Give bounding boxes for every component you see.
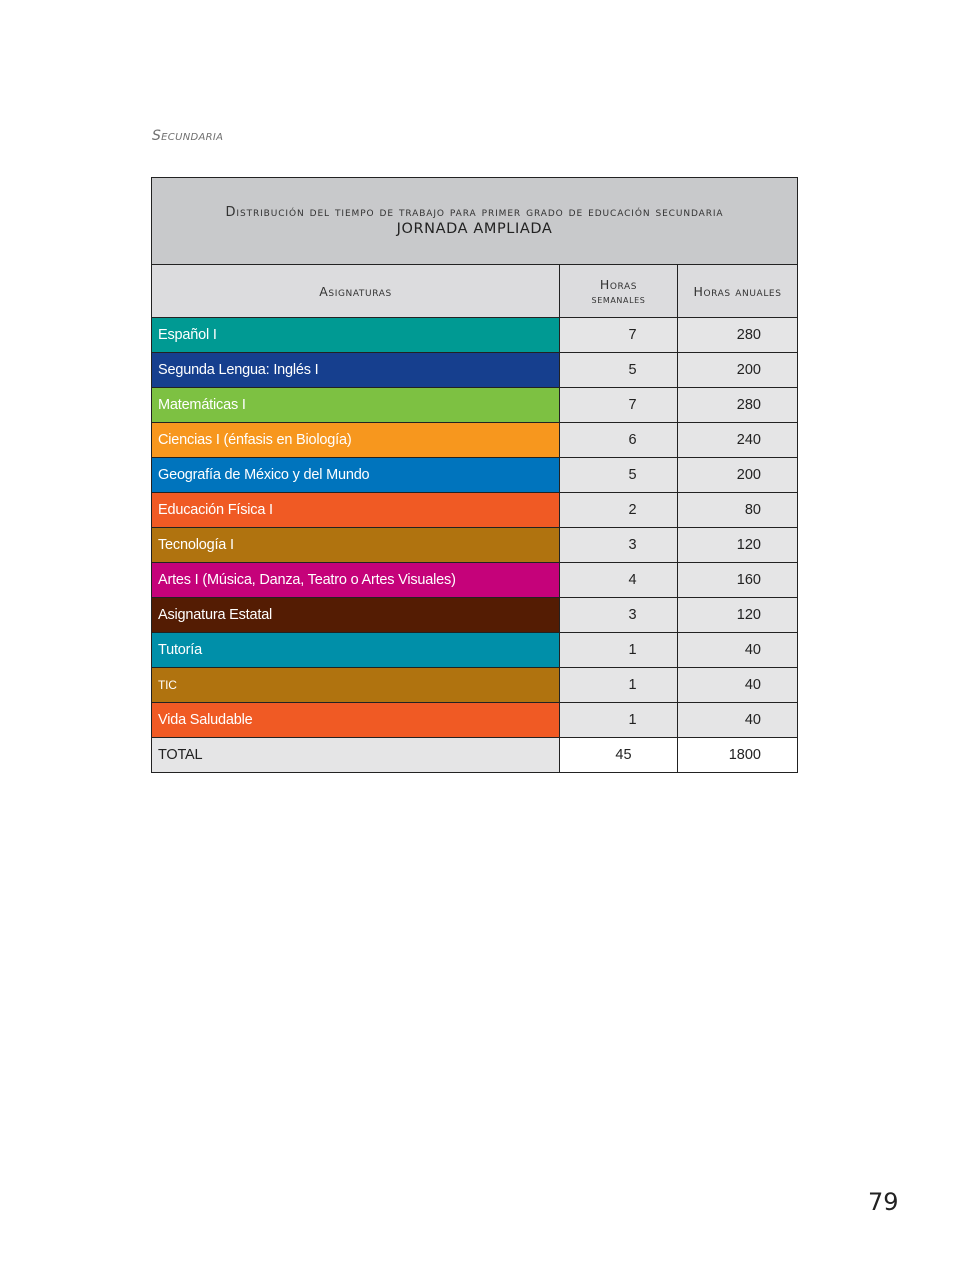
subject-name: Educación Física I: [152, 493, 560, 528]
subject-name: Tutoría: [152, 633, 560, 668]
table-row: [152, 563, 798, 598]
subject-name: TIC: [152, 668, 560, 703]
section-label: Secundaria: [152, 128, 224, 144]
column-header-annual-hours: Horas anuales: [678, 265, 798, 318]
annual-hours: 280: [678, 388, 798, 423]
annual-hours: 120: [678, 598, 798, 633]
weekly-hours: 7: [560, 388, 678, 423]
total-row: [152, 738, 798, 773]
weekly-hours: 7: [560, 318, 678, 353]
total-annual-hours: 1800: [678, 738, 798, 773]
table-row: [152, 458, 798, 493]
subject-name: Español I: [152, 318, 560, 353]
table-row: [152, 353, 798, 388]
weekly-hours: 5: [560, 353, 678, 388]
annual-hours: 280: [678, 318, 798, 353]
weekly-hours: 5: [560, 458, 678, 493]
table-row: [152, 528, 798, 563]
weekly-hours: 3: [560, 528, 678, 563]
page-number: 79: [868, 1188, 899, 1216]
weekly-hours-label-line1: Horas: [599, 277, 638, 292]
subject-name: Tecnología I: [152, 528, 560, 563]
annual-hours: 160: [678, 563, 798, 598]
subject-name: Asignatura Estatal: [152, 598, 560, 633]
subject-name: Artes I (Música, Danza, Teatro o Artes Visuales): [152, 563, 560, 598]
subject-name: Ciencias I (énfasis en Biología): [152, 423, 560, 458]
weekly-hours: 3: [560, 598, 678, 633]
annual-hours: 200: [678, 458, 798, 493]
total-label: TOTAL: [152, 738, 560, 773]
column-header-subjects: Asignaturas: [152, 265, 560, 318]
annual-hours: 240: [678, 423, 798, 458]
weekly-hours: 1: [560, 703, 678, 738]
weekly-hours: 6: [560, 423, 678, 458]
table-row: [152, 423, 798, 458]
annual-hours: 80: [678, 493, 798, 528]
subject-name: Matemáticas I: [152, 388, 560, 423]
table-row: [152, 318, 798, 353]
weekly-hours: 1: [560, 668, 678, 703]
column-header-weekly-hours: [560, 265, 678, 318]
annual-hours: 40: [678, 703, 798, 738]
table-row: [152, 388, 798, 423]
annual-hours: 40: [678, 633, 798, 668]
weekly-hours: 1: [560, 633, 678, 668]
total-weekly-hours: 45: [560, 738, 678, 773]
table-row: [152, 598, 798, 633]
time-distribution-table: [151, 177, 798, 773]
annual-hours: 200: [678, 353, 798, 388]
table-row: [152, 703, 798, 738]
table-row: [152, 633, 798, 668]
table-row: [152, 493, 798, 528]
subject-name: Vida Saludable: [152, 703, 560, 738]
subject-name: Segunda Lengua: Inglés I: [152, 353, 560, 388]
weekly-hours: 2: [560, 493, 678, 528]
table-title-cell: [152, 178, 798, 265]
table-row: [152, 668, 798, 703]
weekly-hours: 4: [560, 563, 678, 598]
table-body: [152, 318, 798, 773]
table-subtitle: JORNADA AMPLIADA: [396, 221, 553, 237]
subject-name: Geografía de México y del Mundo: [152, 458, 560, 493]
weekly-hours-label-line2: semanales: [591, 292, 646, 306]
annual-hours: 120: [678, 528, 798, 563]
annual-hours: 40: [678, 668, 798, 703]
table-title: Distribución del tiempo de trabajo para primer grado de educación secundaria: [225, 205, 724, 220]
